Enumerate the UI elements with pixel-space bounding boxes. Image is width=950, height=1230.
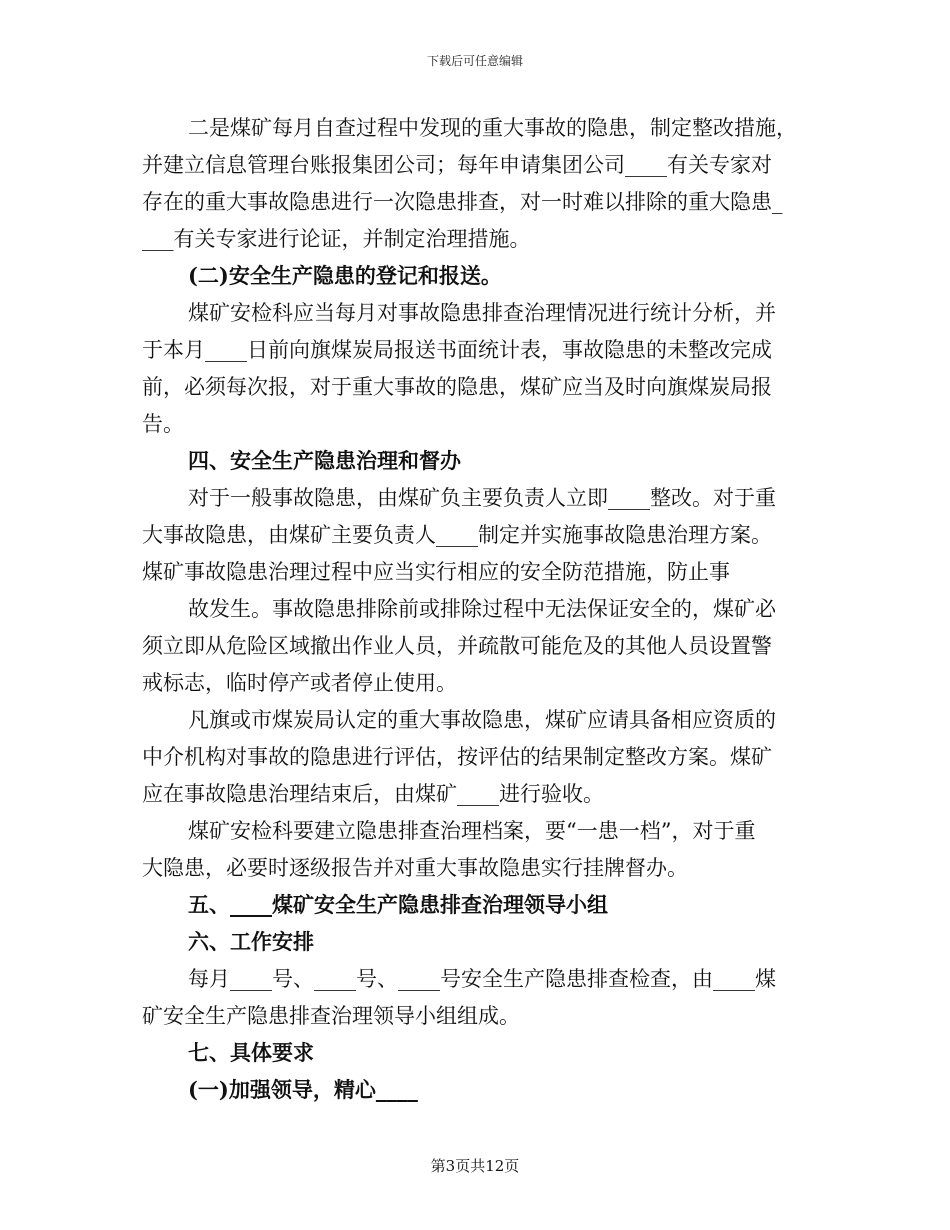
body-line: 煤矿安检科应当每月对事故隐患排查治理情况进行统计分析，并 <box>188 301 776 325</box>
body-line: 故发生。事故隐患排除前或排除过程中无法保证安全的，煤矿必 <box>188 597 776 621</box>
body-line: 中介机构对事故的隐患进行评估，按评估的结果制定整改方案。煤矿 <box>142 745 772 769</box>
section-heading: (一)加强领导，精心____ <box>188 1077 418 1102</box>
section-heading: 四、安全生产隐患治理和督办 <box>188 448 461 473</box>
body-line: 大隐患，必要时逐级报告并对重大事故隐患实行挂牌督办。 <box>142 856 688 880</box>
body-line: 二是煤矿每月自查过程中发现的重大事故的隐患，制定整改措施， <box>188 116 797 140</box>
section-heading: 五、____煤矿安全生产隐患排查治理领导小组 <box>188 892 608 917</box>
body-line: 存在的重大事故隐患进行一次隐患排查，对一时难以排除的重大隐患_ <box>142 190 783 214</box>
page-number-footer: 第3页共12页 <box>430 1157 520 1175</box>
body-line: 并建立信息管理台账报集团公司；每年申请集团公司____有关专家对 <box>142 153 772 177</box>
section-heading: 六、工作安排 <box>188 929 314 954</box>
body-line: 凡旗或市煤炭局认定的重大事故隐患，煤矿应请具备相应资质的 <box>188 708 776 732</box>
body-line: 大事故隐患，由煤矿主要负责人____制定并实施事故隐患治理方案。 <box>142 523 772 547</box>
body-line: 煤矿安检科要建立隐患排查治理档案，要“一患一档”，对于重 <box>188 819 756 843</box>
body-line: 于本月____日前向旗煤炭局报送书面统计表，事故隐患的未整改完成 <box>142 338 772 362</box>
body-line: 前，必须每次报，对于重大事故的隐患，煤矿应当及时向旗煤炭局报 <box>142 375 772 399</box>
header-note: 下载后可任意编辑 <box>426 54 523 68</box>
body-line: 戒标志，临时停产或者停止使用。 <box>142 671 457 695</box>
body-line: 须立即从危险区域撤出作业人员，并疏散可能危及的其他人员设置警 <box>142 634 772 658</box>
section-heading: 七、具体要求 <box>188 1040 314 1065</box>
section-heading: (二)安全生产隐患的登记和报送。 <box>188 263 502 288</box>
body-line: 煤矿事故隐患治理过程中应当实行相应的安全防范措施，防止事 <box>142 560 730 584</box>
body-line: 告。 <box>142 412 184 436</box>
body-line: ___有关专家进行论证，并制定治理措施。 <box>142 227 531 251</box>
body-line: 应在事故隐患治理结束后，由煤矿____进行验收。 <box>142 782 604 806</box>
body-line: 矿安全生产隐患排查治理领导小组组成。 <box>142 1004 520 1028</box>
body-line: 每月____号、____号、____号安全生产隐患排查检查，由____煤 <box>188 967 776 991</box>
body-line: 对于一般事故隐患，由煤矿负主要负责人立即____整改。对于重 <box>188 486 776 510</box>
